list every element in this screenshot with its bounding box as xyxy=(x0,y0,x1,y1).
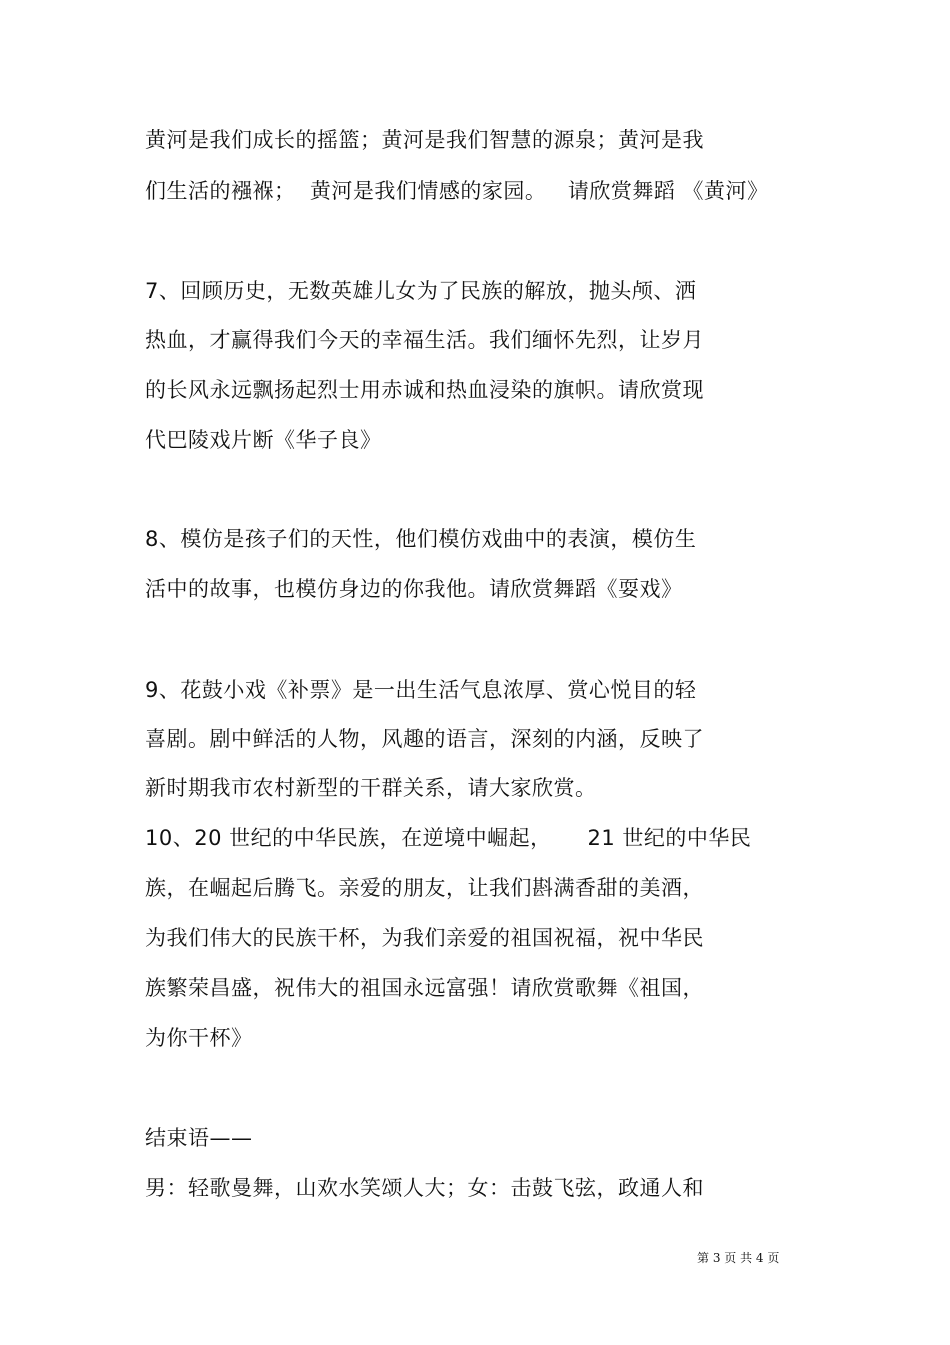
text-line: 代巴陵戏片断《华子良》 xyxy=(145,428,382,452)
text-line: 喜剧。剧中鲜活的人物，风趣的语言，深刻的内涵，反映了 xyxy=(145,727,704,751)
text-line: 的长风永远飘扬起烈士用赤诚和热血浸染的旗帜。请欣赏现 xyxy=(145,378,704,402)
text-line: 黄河是我们成长的摇篮；黄河是我们智慧的源泉；黄河是我 xyxy=(145,128,704,152)
text-line: 结束语—— xyxy=(145,1126,253,1150)
text-line: 族，在崛起后腾飞。亲爱的朋友，让我们斟满香甜的美酒， xyxy=(145,876,704,900)
text-line: 男：轻歌曼舞，山欢水笑颂人大；女：击鼓飞弦，政通人和 xyxy=(145,1176,704,1200)
text-line: 7、回顾历史，无数英雄儿女为了民族的解放，抛头颅、洒 xyxy=(145,279,697,303)
text-line: 9、花鼓小戏《补票》是一出生活气息浓厚、赏心悦目的轻 xyxy=(145,678,697,702)
text-line: 族繁荣昌盛，祝伟大的祖国永远富强！请欣赏歌舞《祖国， xyxy=(145,976,704,1000)
text-line: 新时期我市农村新型的干群关系，请大家欣赏。 xyxy=(145,776,597,800)
text-line: 们生活的襁褓； 黄河是我们情感的家园。 请欣赏舞蹈 《黄河》 xyxy=(145,179,769,203)
text-line: 为我们伟大的民族干杯，为我们亲爱的祖国祝福，祝中华民 xyxy=(145,926,704,950)
text-line: 为你干杯》 xyxy=(145,1026,253,1050)
page-number-footer: 第 3 页 共 4 页 xyxy=(697,1251,780,1265)
text-line: 热血，才赢得我们今天的幸福生活。我们缅怀先烈，让岁月 xyxy=(145,328,704,352)
text-line: 活中的故事，也模仿身边的你我他。请欣赏舞蹈《耍戏》 xyxy=(145,577,683,601)
text-line: 10、20 世纪的中华民族，在逆境中崛起， 21 世纪的中华民 xyxy=(145,826,752,850)
text-line: 8、模仿是孩子们的天性，他们模仿戏曲中的表演，模仿生 xyxy=(145,527,697,551)
